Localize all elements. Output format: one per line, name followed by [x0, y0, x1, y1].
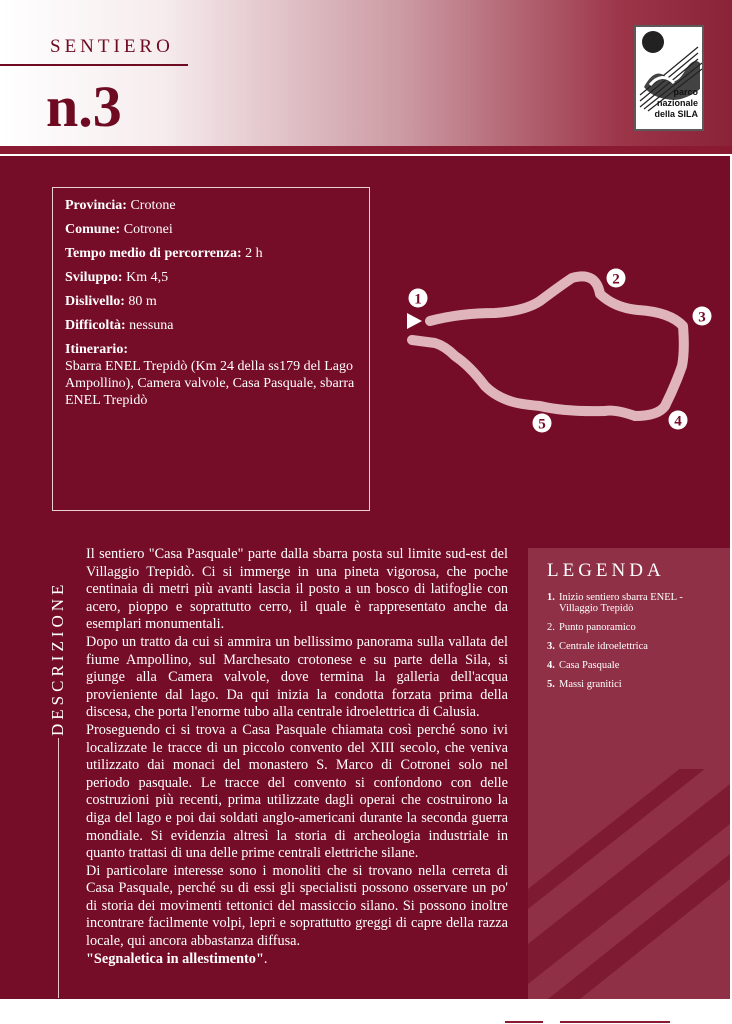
park-logo [634, 25, 704, 131]
legend-item [547, 679, 723, 690]
difficolta-value: nessuna [129, 318, 174, 333]
description-final-note [86, 951, 508, 969]
comune-label: Comune: [65, 222, 121, 237]
legend-item [547, 660, 723, 671]
start-arrow-icon [407, 313, 422, 329]
legend-item-number: 4. [547, 660, 555, 671]
signage-note: "Segnaletica in allestimento" [86, 950, 264, 967]
info-dislivello [65, 294, 357, 310]
info-provincia [65, 198, 357, 214]
description-paragraph-3: Proseguendo ci si trova a Casa Pasquale chiamata così perché sono ivi localizzate le tracce di un piccolo convento del XIII secolo, che veniva utilizzato dai monaci del monastero S. Marco di Cotronei solo nel periodo pasquale. Le tracce del convento si confondono con delle costruzioni più recenti, prima utilizzate dagli operai che costruirono la diga del lago e poi dai soldati anglo-americani durante la seconda guerra mondiale. Si evidenzia altresì la storia di archeologia industriale in quanto trattasi di una delle prime centrali elettriche silane. [86, 721, 508, 862]
map-marker-2 [607, 269, 626, 288]
legend-item [547, 641, 723, 652]
sviluppo-value: Km 4,5 [126, 270, 169, 285]
legend-item-number: 2. [547, 622, 555, 633]
legend-item-text: Inizio sentiero sbarra ENEL - Villaggio Trepidò [559, 592, 683, 614]
info-difficolta [65, 318, 357, 334]
footer-mark-left [505, 1021, 543, 1023]
logo-line-3: della SILA [654, 109, 698, 119]
legend-item [547, 622, 723, 633]
sviluppo-label: Sviluppo: [65, 270, 123, 285]
map-marker-5 [533, 414, 552, 433]
description-paragraph-1: Il sentiero "Casa Pasquale" parte dalla sbarra posta sul limite sud-est del Villaggio Trepidò. Ci si immerge in una pineta vigorosa, che poche centinaia di metri più avanti lascia il posto a un bosco di latifoglie con acero, pioppo e soprattutto cerro, il quale è rappresentato anche da esemplari monumentali. [86, 546, 508, 633]
description-divider [58, 738, 59, 998]
map-marker-3 [693, 307, 712, 326]
svg-text:2: 2 [612, 271, 620, 288]
info-sviluppo [65, 270, 357, 286]
description-body [86, 546, 508, 968]
trail-map [400, 256, 720, 446]
description-paragraph-4: Di particolare interesse sono i monoliti che si trovano nella cerreta di Casa Pasquale, perché su di essi gli specialisti possono osservare un po' di storia dei movimenti tettonici del massiccio silano. Si possono inoltre incontrare facilmente volpi, lepri e soprattutto greggi di capre della razza locale, qui ancora abbastanza diffusa. [86, 862, 508, 950]
sentiero-label: SENTIERO [50, 36, 174, 57]
comune-value: Cotronei [123, 222, 173, 237]
legend-stripes [528, 769, 730, 999]
logo-line-1: parco [673, 87, 698, 97]
dislivello-label: Dislivello: [65, 294, 125, 309]
svg-text:3: 3 [698, 309, 706, 326]
info-box [52, 187, 370, 511]
svg-text:4: 4 [674, 413, 682, 430]
legend-item [547, 592, 723, 614]
legend-item-text: Centrale idroelettrica [559, 641, 648, 652]
svg-text:5: 5 [538, 416, 546, 433]
legend-item-number: 5. [547, 679, 555, 690]
header-underline [0, 64, 188, 66]
description-heading: DESCRIZIONE [48, 580, 67, 736]
logo-caption [654, 87, 698, 120]
legend-panel [528, 548, 730, 999]
description-paragraph-2: Dopo un tratto da cui si ammira un bellissimo panorama sulla vallata del fiume Ampollino, sul Marchesato crotonese e su parte della Sila, si giunge alla Camera valvole, dove termina la galleria dell'acqua provieniente dal lago. Da qui inizia la condotta forzata prima della discesa, che porta l'enorme tubo alla centrale idroelettrica di Calusia. [86, 633, 508, 721]
main-panel [0, 156, 730, 999]
trail-path [412, 276, 684, 416]
legend-item-text: Massi granitici [559, 679, 622, 690]
legend-item-number: 3. [547, 641, 555, 652]
trail-number: n.3 [46, 74, 122, 139]
legend-title: LEGENDA [547, 560, 665, 581]
legend-item-text: Punto panoramico [559, 622, 636, 633]
logo-line-2: nazionale [656, 98, 698, 108]
info-tempo [65, 246, 357, 262]
legend-item-number: 1. [547, 592, 555, 603]
legend-item-text: Casa Pasquale [559, 660, 620, 671]
legend-list [547, 592, 723, 698]
svg-text:1: 1 [414, 291, 422, 308]
info-itinerario [65, 342, 357, 358]
tempo-label: Tempo medio di percorrenza: [65, 246, 242, 261]
dislivello-value: 80 m [128, 294, 157, 309]
signage-note-period: . [263, 950, 268, 967]
map-marker-1 [409, 289, 428, 308]
itinerario-value: Sbarra ENEL Trepidò (Km 24 della ss179 del Lago Ampollino), Camera valvole, Casa Pasquale, sbarra ENEL Trepidò [65, 359, 355, 408]
tempo-value: 2 h [245, 246, 263, 261]
footer-mark-right [560, 1021, 670, 1023]
provincia-value: Crotone [130, 198, 176, 213]
description-heading-wrap [48, 556, 68, 736]
header-band [0, 0, 732, 146]
itinerario-label: Itinerario: [65, 342, 128, 357]
info-comune [65, 222, 357, 238]
header-rule [0, 146, 732, 154]
difficolta-label: Difficoltà: [65, 318, 126, 333]
provincia-label: Provincia: [65, 198, 127, 213]
map-marker-4 [669, 411, 688, 430]
